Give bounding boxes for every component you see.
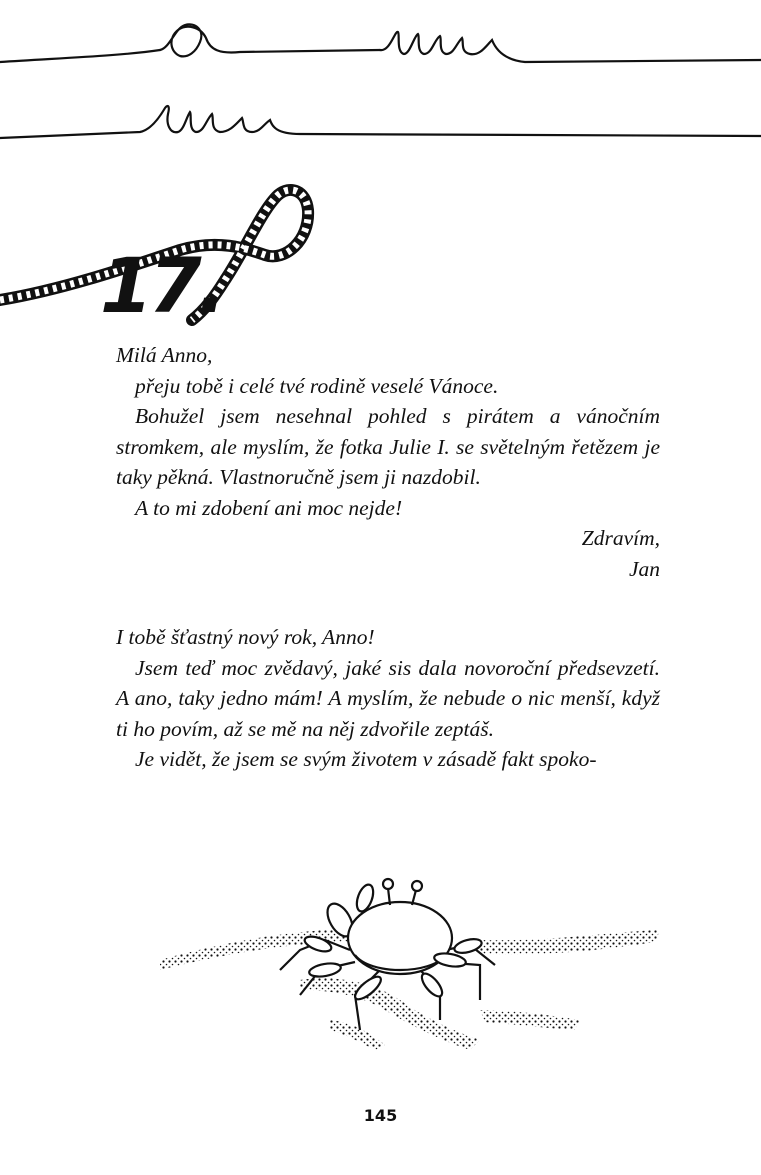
letter-paragraph: Je vidět, že jsem se svým životem v zásadě fakt spoko- xyxy=(135,747,597,771)
letter-christmas xyxy=(116,340,660,584)
letter-paragraph: přeju tobě i celé tvé rodině veselé Vánoce. xyxy=(135,373,499,398)
page-number: 145 xyxy=(363,1106,398,1125)
letter-signature: Jan xyxy=(628,556,660,581)
chapter-number: 17. xyxy=(100,241,223,330)
letter-paragraph: Jsem teď moc zvědavý, jaké sis dala novoroční předsevzetí. A ano, taky jedno mám! A myslím, že nebude o nic menší, když ti ho povím, až se mě na něj zdvořile zeptáš. xyxy=(116,655,660,741)
letter-greeting: I tobě šťastný nový rok, Anno! xyxy=(116,625,375,649)
letter-paragraph: A to mi zdobení ani moc nejde! xyxy=(135,495,403,520)
letter-paragraph: Bohužel jsem nesehnal pohled s pirátem a vánočním stromkem, ale myslím, že fotka Julie I. se světelným řetězem je taky pěkná. Vlastnoručně jsem ji nazdobil. xyxy=(116,404,660,489)
crab-illustration xyxy=(150,870,670,1070)
letter-new-year xyxy=(116,622,660,775)
letter-closing: Zdravím, xyxy=(581,526,660,550)
letter-greeting: Milá Anno, xyxy=(116,343,213,367)
